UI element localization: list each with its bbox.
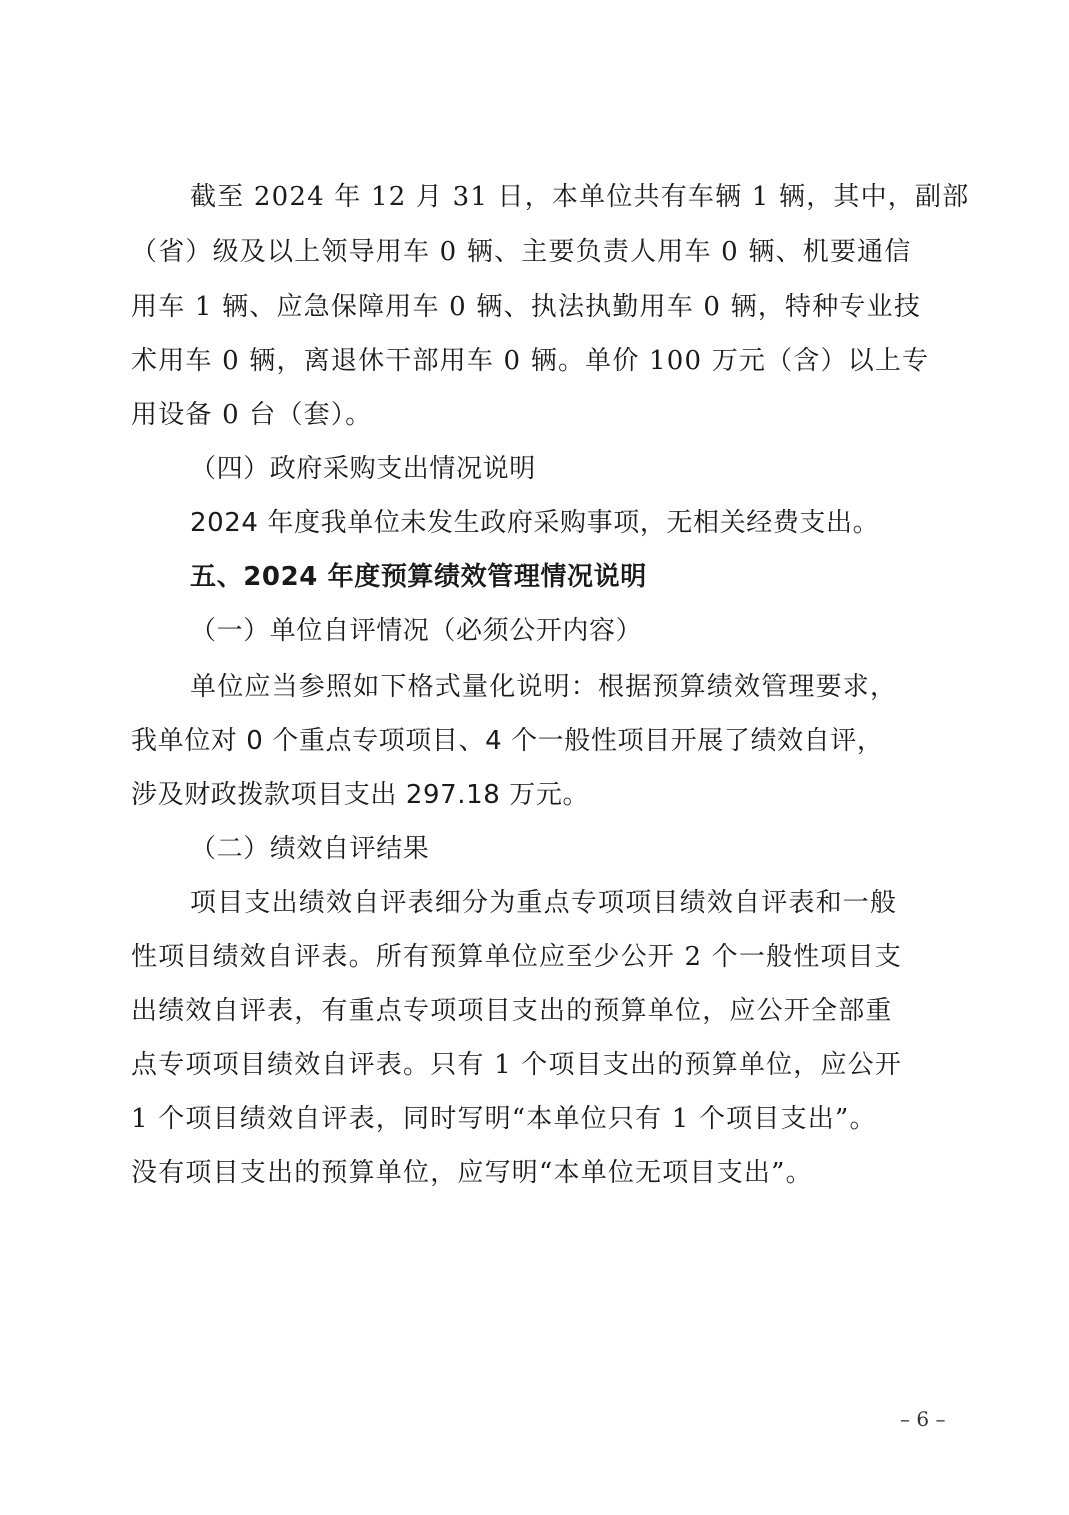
vehicles-paragraph-line-1: 截至 2024 年 12 月 31 日，本单位共有车辆 1 辆，其中，副部 <box>190 182 970 212</box>
results-paragraph-line-2: 性项目绩效自评表。所有预算单位应至少公开 2 个一般性项目支 <box>131 942 903 972</box>
results-heading: （二）绩效自评结果 <box>190 834 430 864</box>
self-eval-paragraph-line-2: 我单位对 0 个重点专项项目、4 个一般性项目开展了绩效自评， <box>131 726 884 756</box>
self-eval-heading: （一）单位自评情况（必须公开内容） <box>190 616 643 646</box>
self-eval-paragraph-line-3: 涉及财政拨款项目支出 297.18 万元。 <box>131 780 590 810</box>
section5-heading: 五、2024 年度预算绩效管理情况说明 <box>190 562 647 592</box>
vehicles-paragraph-line-5: 用设备 0 台（套）。 <box>131 400 373 430</box>
results-paragraph-line-1: 项目支出绩效自评表细分为重点专项项目绩效自评表和一般 <box>190 888 898 918</box>
vehicles-paragraph-line-2: （省）级及以上领导用车 0 辆、主要负责人用车 0 辆、机要通信 <box>131 237 912 267</box>
results-paragraph-line-4: 点专项项目绩效自评表。只有 1 个项目支出的预算单位，应公开 <box>131 1050 903 1080</box>
self-eval-paragraph-line-1: 单位应当参照如下格式量化说明：根据预算绩效管理要求， <box>190 672 898 702</box>
results-paragraph-line-3: 出绩效自评表，有重点专项项目支出的预算单位，应公开全部重 <box>131 996 893 1026</box>
vehicles-paragraph-line-3: 用车 1 辆、应急保障用车 0 辆、执法执勤用车 0 辆，特种专业技 <box>131 292 922 322</box>
procurement-paragraph: 2024 年度我单位未发生政府采购事项，无相关经费支出。 <box>190 508 880 538</box>
procurement-heading: （四）政府采购支出情况说明 <box>190 454 536 484</box>
page-number: – 6 – <box>900 1407 946 1431</box>
vehicles-paragraph-line-4: 术用车 0 辆，离退休干部用车 0 辆。单价 100 万元（含）以上专 <box>131 346 930 376</box>
results-paragraph-line-5: 1 个项目绩效自评表，同时写明“本单位只有 1 个项目支出”。 <box>131 1104 877 1134</box>
results-paragraph-line-6: 没有项目支出的预算单位，应写明“本单位无项目支出”。 <box>131 1158 813 1188</box>
